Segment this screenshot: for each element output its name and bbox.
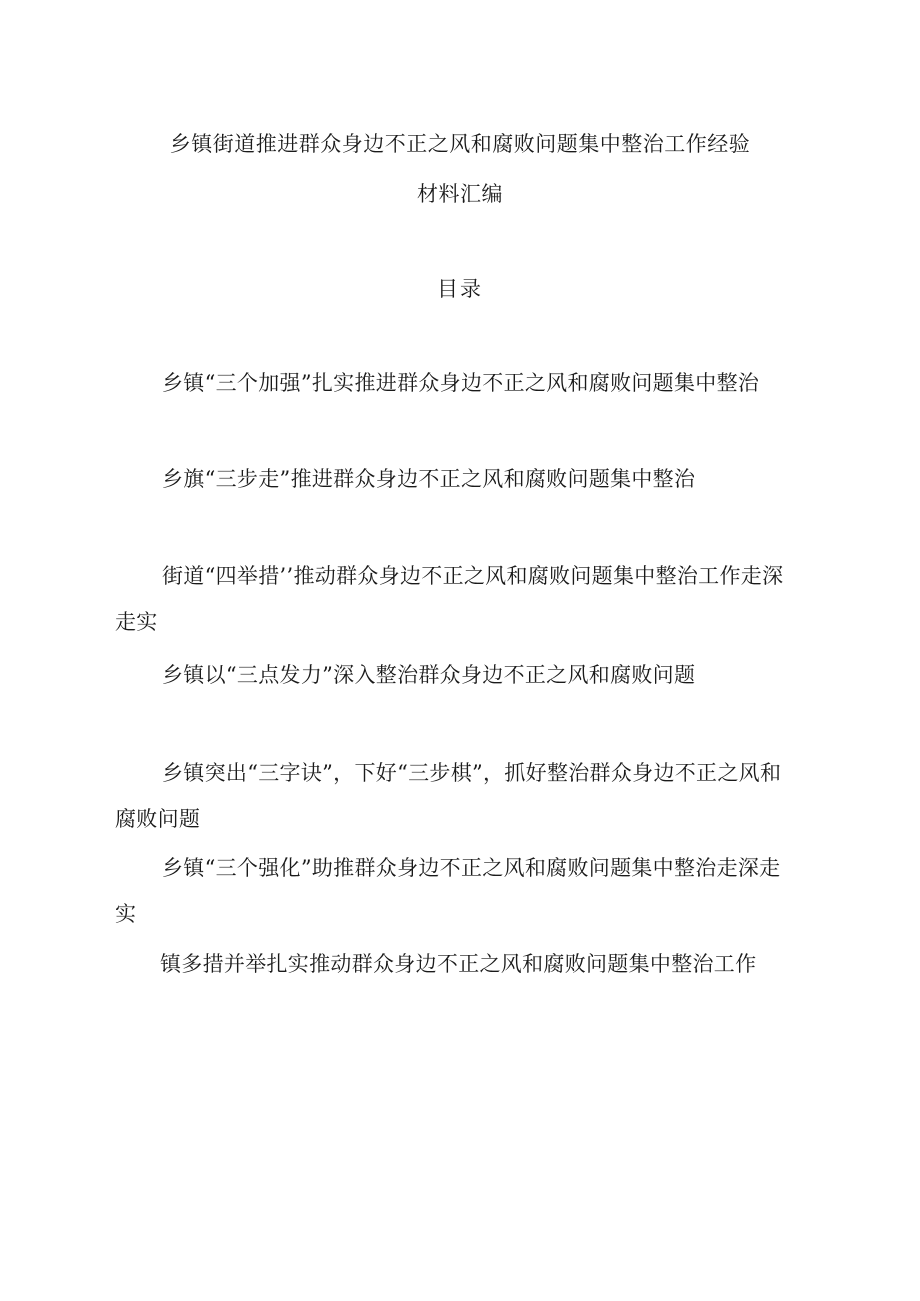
- toc-entry: 镇多措并举扎实推动群众身边不正之风和腐败问题集中整治工作: [160, 952, 757, 976]
- document-title-line-1: 乡镇街道推进群众身边不正之风和腐败问题集中整治工作经验: [169, 132, 751, 156]
- toc-entry: 街道“四举措’’推动群众身边不正之风和腐败问题集中整治工作走深走实: [115, 564, 784, 634]
- toc-entry: 乡镇“三个强化”助推群众身边不正之风和腐败问题集中整治走深走实: [115, 856, 781, 926]
- document-title-line-2: 材料汇编: [417, 182, 503, 206]
- toc-entry: 乡镇突出“三字诀”，下好“三步棋”，抓好整治群众身边不正之风和腐败问题: [115, 761, 782, 831]
- toc-heading: 目录: [437, 277, 483, 301]
- toc-entry: 乡镇“三个加强”扎实推进群众身边不正之风和腐败问题集中整治: [162, 371, 760, 395]
- toc-entry: 乡旗“三步走”推进群众身边不正之风和腐败问题集中整治: [162, 467, 696, 491]
- toc-entry: 乡镇以“三点发力”深入整治群众身边不正之风和腐败问题: [162, 663, 696, 687]
